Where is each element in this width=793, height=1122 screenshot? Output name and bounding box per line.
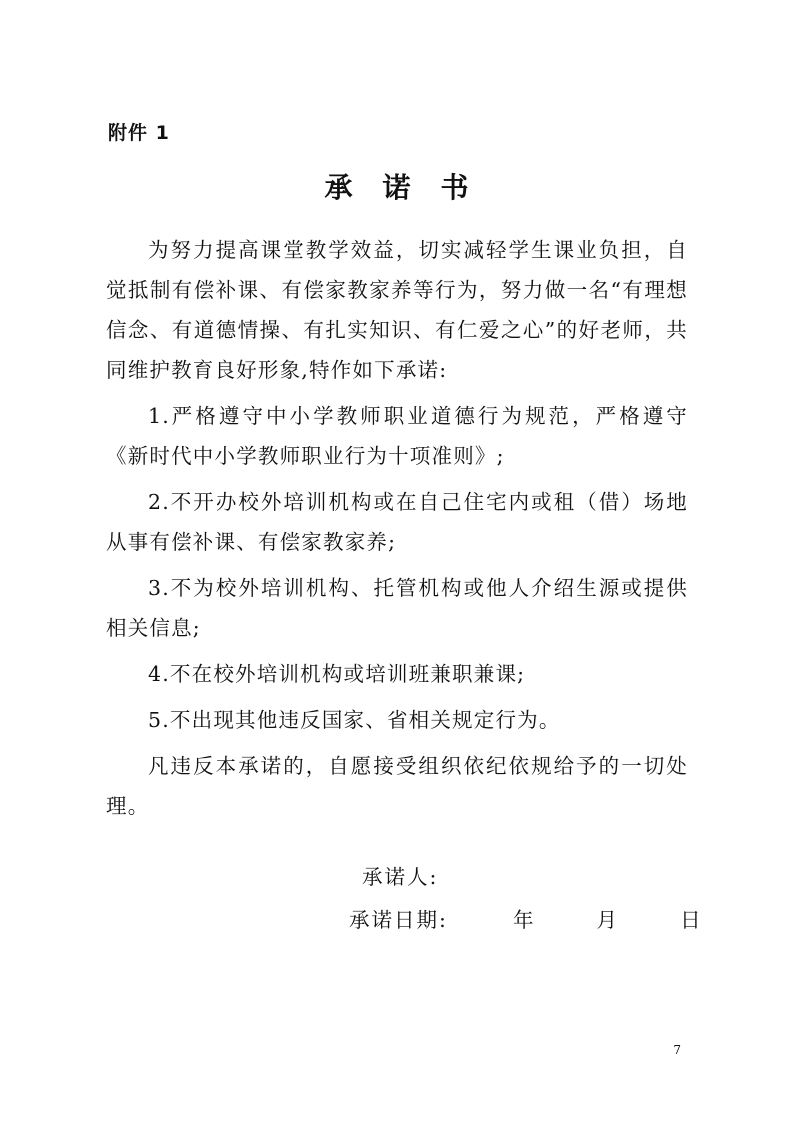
intro-paragraph: 为努力提高课堂教学效益，切实减轻学生课业负担，自觉抵制有偿补课、有偿家教家养等行为，努力做一名“有理想信念、有道德情操、有扎实知识、有仁爱之心”的好老师，共同维护教育良好形象,特作如下承诺: — [106, 238, 688, 382]
commitment-item-1: 1.严格遵守中小学教师职业道德行为规范，严格遵守《新时代中小学教师职业行为十项准则》; — [106, 404, 688, 468]
date-label: 承诺日期: — [349, 908, 448, 932]
month-label: 月 — [596, 908, 620, 932]
commitment-item-2: 2.不开办校外培训机构或在自己住宅内或租（借）场地从事有偿补课、有偿家教家养; — [106, 490, 688, 554]
closing-statement: 凡违反本承诺的，自愿接受组织依纪依规给予的一切处理。 — [106, 754, 688, 818]
day-label: 日 — [680, 908, 703, 932]
date-line — [349, 903, 703, 933]
year-label: 年 — [512, 908, 536, 932]
attachment-label: 附件 1 — [108, 122, 170, 144]
signer-line — [362, 860, 438, 890]
commitment-item-3: 3.不为校外培训机构、托管机构或他人介绍生源或提供相关信息; — [106, 576, 688, 640]
commitment-item-4: 4.不在校外培训机构或培训班兼职兼课; — [148, 662, 526, 686]
page-number: 7 — [673, 1043, 681, 1057]
commitment-item-5: 5.不出现其他违反国家、省相关规定行为。 — [148, 708, 561, 732]
document-title: 承诺书 — [324, 171, 499, 204]
document-body — [106, 230, 688, 826]
signer-label: 承诺人: — [362, 865, 439, 889]
